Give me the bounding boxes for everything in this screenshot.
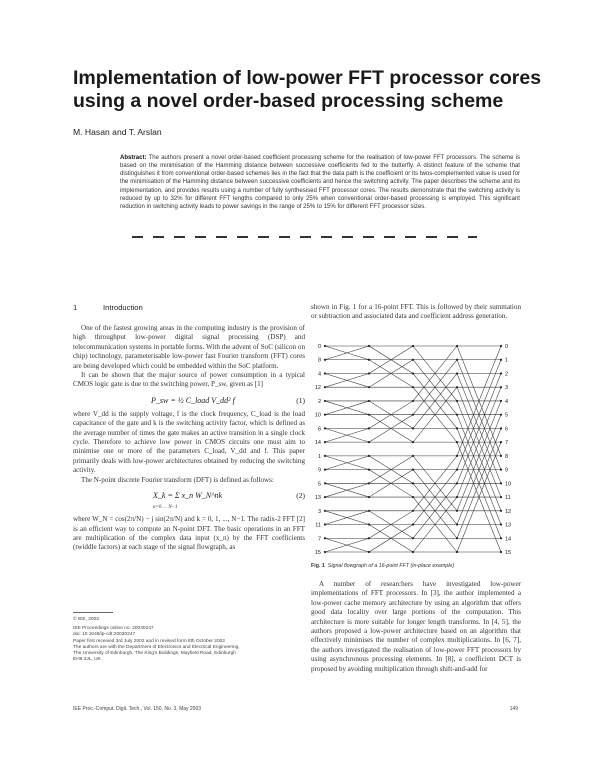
flowgraph-node xyxy=(456,469,458,471)
flowgraph-node xyxy=(456,510,458,512)
flowgraph-node xyxy=(412,455,414,457)
flowgraph-node xyxy=(324,496,326,498)
right-column-top xyxy=(311,303,521,322)
flowgraph-node xyxy=(456,496,458,498)
flowgraph-node xyxy=(324,359,326,361)
flowgraph-node xyxy=(500,345,502,347)
flowgraph-node xyxy=(368,537,370,539)
flowgraph-node xyxy=(500,551,502,553)
flowgraph-node xyxy=(368,523,370,525)
flowgraph-input-label: 2 xyxy=(317,398,321,405)
flowgraph-node xyxy=(324,414,326,416)
equation-2-formula: X_k = Σ x_n W_N^nk xyxy=(153,491,223,501)
flowgraph-node xyxy=(412,441,414,443)
body-paragraph: shown in Fig. 1 for a 16-point FFT. This is followed by their summation or subtraction and associated data and coefficient address generation. xyxy=(311,303,521,321)
section-title: Introduction xyxy=(103,303,143,312)
flowgraph-node xyxy=(324,510,326,512)
flowgraph-node xyxy=(324,455,326,457)
figure-caption-label: Fig. 1 xyxy=(311,563,325,569)
page-footer xyxy=(73,706,518,712)
flowgraph-node xyxy=(368,510,370,512)
fft-flowgraph xyxy=(311,340,521,558)
flowgraph-input-label: 11 xyxy=(315,522,321,529)
flowgraph-node xyxy=(324,427,326,429)
flowgraph-node xyxy=(368,345,370,347)
flowgraph-node xyxy=(324,441,326,443)
flowgraph-node xyxy=(368,372,370,374)
footnote-line: IEE Proceedings online no. 20030247 xyxy=(73,626,154,632)
flowgraph-input-label: 1 xyxy=(317,453,321,460)
flowgraph-output-label: 10 xyxy=(505,481,512,488)
flowgraph-node xyxy=(412,496,414,498)
flowgraph-output-label: 15 xyxy=(505,550,512,556)
flowgraph-input-label: 4 xyxy=(317,371,321,378)
flowgraph-node xyxy=(412,386,414,388)
flowgraph-node xyxy=(500,386,502,388)
equation-1-formula: P_sw = ½ C_load V_dd² f xyxy=(151,395,235,405)
flowgraph-output-label: 3 xyxy=(505,385,509,392)
flowgraph-node xyxy=(500,523,502,525)
footnotes xyxy=(73,612,305,663)
flowgraph-input-label: 14 xyxy=(314,440,321,447)
flowgraph-node xyxy=(456,427,458,429)
equation-1-number: (1) xyxy=(296,395,305,405)
flowgraph-node xyxy=(368,482,370,484)
flowgraph-node xyxy=(368,414,370,416)
equation-2-number: (2) xyxy=(296,491,305,501)
flowgraph-node xyxy=(500,427,502,429)
flowgraph-output-label: 11 xyxy=(505,495,511,502)
footnote-rule xyxy=(73,612,113,613)
flowgraph-node xyxy=(456,414,458,416)
flowgraph-node xyxy=(324,400,326,402)
flowgraph-node xyxy=(456,537,458,539)
flowgraph-input-label: 6 xyxy=(317,426,321,433)
abstract-text: The authors present a novel order-based coefficient processing scheme for the realisation of low-power FFT processors. The scheme is based on the minimisation of the Hamming distance between successive coefficients fed to the butterfly. A distinct feature of the scheme that distinguishes it from conventional order-based schemes lies in the fact that the data path is the coefficient or its twos-complemented value is used for the minimisation of the Hamming distance between successive coefficients and hence the switching activity. The paper describes the scheme and its implementation, and provides results using a number of fully synthesised FFT processor cores. The results demonstrate that the switching activity is reduced by up to 32% for different FFT lengths compared to only 25% when conventional order-based processing is employed. This significant reduction in switching activity leads to power savings in the range of 25% to 15% for different FFT processor sizes. xyxy=(120,155,520,210)
flowgraph-input-label: 5 xyxy=(317,481,321,488)
flowgraph-output-label: 6 xyxy=(505,426,509,433)
flowgraph-node xyxy=(456,386,458,388)
flowgraph-output-label: 13 xyxy=(505,522,512,529)
flowgraph-node xyxy=(412,469,414,471)
flowgraph-node xyxy=(368,359,370,361)
flowgraph-node xyxy=(412,400,414,402)
flowgraph-input-label: 9 xyxy=(317,467,321,474)
paper-authors: M. Hasan and T. Arslan xyxy=(73,127,162,137)
flowgraph-node xyxy=(368,455,370,457)
flowgraph-input-label: 7 xyxy=(317,536,321,543)
page-number: 149 xyxy=(509,706,518,712)
body-paragraph: It can be shown that the major source of power consumption in a typical CMOS logic gate is due to the switching power, P_sw, given as [1] xyxy=(73,371,305,389)
flowgraph-node xyxy=(324,469,326,471)
flowgraph-output-label: 1 xyxy=(505,357,509,364)
flowgraph-node xyxy=(456,345,458,347)
flowgraph-input-label: 12 xyxy=(314,385,321,392)
flowgraph-node xyxy=(324,386,326,388)
flowgraph-node xyxy=(368,427,370,429)
footnote-line: The University of Edinburgh, The King's Buildings, Mayfield Road, Edinburgh xyxy=(73,651,236,657)
section-heading xyxy=(73,303,143,312)
body-paragraph: One of the fastest growing areas in the computing industry is the provision of high throughput low-power digital signal processing (DSP) and telecommunication systems in portable forms. With the advent of SoC (silicon on chip) technology, parameterisable low-power fast Fourier transform (FFT) cores are being developed which could be embedded within the SoC platform. xyxy=(73,324,305,370)
flowgraph-node xyxy=(368,551,370,553)
flowgraph-output-label: 9 xyxy=(505,467,509,474)
flowgraph-output-label: 5 xyxy=(505,412,509,419)
flowgraph-node xyxy=(500,372,502,374)
flowgraph-input-label: 3 xyxy=(317,508,321,515)
body-paragraph: A number of researchers have investigated low-power implementations of FFT processors. In [3], the author implemented a low-power cache memory architecture by using an algorithm that offers good data locality over large portions of the computation. This architecture is more suitable for longer length transforms. In [4, 5], the authors proposed a low-power architecture based on an algorithm that effectively minimises the number of complex multiplications. In [6, 7], the authors investigated the realisation of low-power FFT processors by using asynchronous processing elements. In [8], a coefficient DCT is proposed by avoiding multiplication through shift-and-add for xyxy=(311,580,521,673)
flowgraph-node xyxy=(456,400,458,402)
footnote-copyright: © IEE, 2003 xyxy=(73,617,99,622)
separator-dashes xyxy=(132,236,477,238)
paper-title: Implementation of low-power FFT processor cores using a novel order-based processing scheme xyxy=(73,67,542,112)
flowgraph-output-label: 14 xyxy=(505,536,512,543)
equation-1 xyxy=(73,390,305,410)
flowgraph-node xyxy=(368,400,370,402)
flowgraph-node xyxy=(324,523,326,525)
flowgraph-node xyxy=(412,345,414,347)
left-column xyxy=(73,324,305,553)
flowgraph-node xyxy=(500,469,502,471)
flowgraph-node xyxy=(500,441,502,443)
footnote-line: doi: 10.1049/ip-cdt:20030247 xyxy=(73,632,136,638)
flowgraph-node xyxy=(500,496,502,498)
section-number: 1 xyxy=(73,303,78,312)
flowgraph-node xyxy=(456,523,458,525)
flowgraph-node xyxy=(500,414,502,416)
flowgraph-node xyxy=(368,441,370,443)
flowgraph-output-label: 4 xyxy=(505,398,509,405)
flowgraph-node xyxy=(324,372,326,374)
flowgraph-node xyxy=(456,441,458,443)
flowgraph-node xyxy=(412,510,414,512)
flowgraph-node xyxy=(500,359,502,361)
flowgraph-node xyxy=(412,482,414,484)
flowgraph-node xyxy=(456,455,458,457)
flowgraph-node xyxy=(456,359,458,361)
journal-citation: IEE Proc.-Comput. Digit. Tech., Vol. 150, No. 3, May 2003 xyxy=(73,706,202,712)
flowgraph-output-label: 2 xyxy=(505,371,509,378)
flowgraph-output-label: 0 xyxy=(505,344,509,350)
flowgraph-node xyxy=(412,551,414,553)
flowgraph-node xyxy=(412,359,414,361)
body-paragraph: where W_N = cos(2π/N) − j sin(2π/N) and k = 0, 1, ..., N−1. The radix-2 FFT [2] is an efficient way to compute an N-point DFT. The basic operations in an FFT are multiplication of the complex data input (x_n) by the FFT coefficients (twiddle factors) at each stage of the signal flowgraph, as xyxy=(73,515,305,552)
flowgraph-node xyxy=(368,386,370,388)
body-paragraph: where V_dd is the supply voltage, f is the clock frequency, C_load is the load capacitance of the gate and k is the switching activity factor, which is defined as the average number of times the gate makes an active transition in a single clock cycle. Therefore to achieve low power in CMOS circuits one must aim to minimise one or more of the parameters C_load, V_dd and f. This paper primarily deals with low-power architectures obtained by reducing the switching activity. xyxy=(73,409,305,475)
flowgraph-node xyxy=(324,537,326,539)
abstract-label: Abstract: xyxy=(120,155,147,161)
footnote-line: EH9 3JL, UK xyxy=(73,657,101,663)
flowgraph-output-label: 7 xyxy=(505,440,509,447)
flowgraph-node xyxy=(412,427,414,429)
flowgraph-node xyxy=(412,523,414,525)
flowgraph-node xyxy=(500,400,502,402)
figure-caption-text: Signal flowgraph of a 16-point FFT (in-place example) xyxy=(327,563,455,569)
equation-2 xyxy=(73,485,305,515)
flowgraph-node xyxy=(324,482,326,484)
flowgraph-node xyxy=(456,482,458,484)
body-paragraph: The N-point discrete Fourier transform (DFT) is defined as follows: xyxy=(81,475,274,484)
equation-2-limits: n=0 … N−1 xyxy=(153,505,178,511)
right-column-bottom xyxy=(311,580,521,674)
flowgraph-input-label: 13 xyxy=(314,495,321,502)
flowgraph-output-label: 12 xyxy=(505,508,512,515)
flowgraph-node xyxy=(324,345,326,347)
footnote-line: The authors are with the Department of Electronics and Electrical Engineering, xyxy=(73,644,240,650)
flowgraph-node xyxy=(368,469,370,471)
flowgraph-input-label: 15 xyxy=(314,550,321,556)
flowgraph-node xyxy=(500,455,502,457)
flowgraph-input-label: 0 xyxy=(317,344,321,350)
flowgraph-node xyxy=(500,537,502,539)
flowgraph-output-label: 8 xyxy=(505,453,509,460)
flowgraph-input-label: 10 xyxy=(314,412,321,419)
flowgraph-node xyxy=(500,510,502,512)
abstract xyxy=(120,154,520,211)
flowgraph-node xyxy=(368,496,370,498)
flowgraph-node xyxy=(324,551,326,553)
flowgraph-input-label: 8 xyxy=(317,357,321,364)
flowgraph-node xyxy=(412,537,414,539)
flowgraph-node xyxy=(412,414,414,416)
figure-caption xyxy=(311,563,521,570)
flowgraph-node xyxy=(500,482,502,484)
flowgraph-node xyxy=(456,551,458,553)
flowgraph-node xyxy=(412,372,414,374)
flowgraph-node xyxy=(456,372,458,374)
footnote-line: Paper first received 3rd July 2002 and in revised form 8th October 2002 xyxy=(73,638,225,644)
